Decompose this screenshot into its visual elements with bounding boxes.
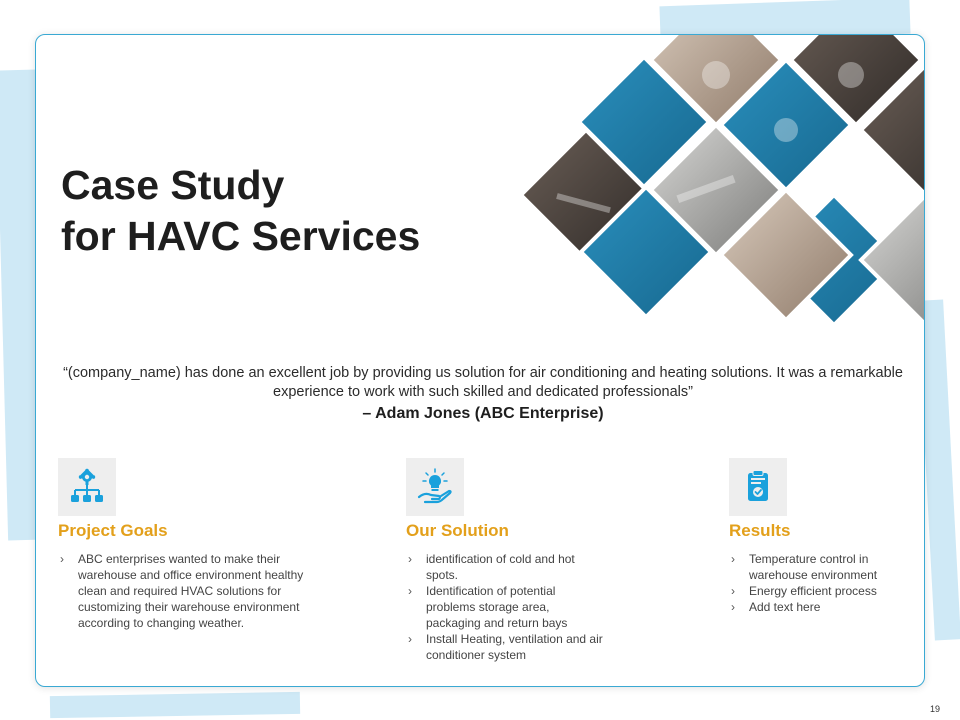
decor-strip-bottom <box>50 692 300 718</box>
column-results <box>729 458 909 615</box>
list-item: › Energy efficient process <box>729 583 909 599</box>
column-our-solution <box>406 458 606 663</box>
title-line-2: for HAVC Services <box>61 213 421 259</box>
page-number: 19 <box>930 704 941 714</box>
list-item: › Add text here <box>729 599 909 615</box>
clipboard-check-icon <box>738 467 778 507</box>
title-line-1: Case Study <box>61 162 285 208</box>
workflow-gear-icon <box>67 467 107 507</box>
project-goals-icon-box <box>58 458 116 516</box>
results-list <box>729 551 909 615</box>
list-item: › identification of cold and hot spots. <box>406 551 606 583</box>
our-solution-title: Our Solution <box>406 521 509 540</box>
list-item: › ABC enterprises wanted to make their warehouse and office environment healthy clean and required HVAC solutions for customizing their warehouse environment according to changing weather. <box>58 551 313 631</box>
slide-title <box>61 160 420 262</box>
testimonial-author: – Adam Jones (ABC Enterprise) <box>362 405 604 422</box>
results-icon-box <box>729 458 787 516</box>
results-title: Results <box>729 521 791 540</box>
list-item: › Temperature control in warehouse environment <box>729 551 909 583</box>
lightbulb-hand-icon <box>415 467 455 507</box>
project-goals-title: Project Goals <box>58 521 168 540</box>
slide-card <box>35 34 925 687</box>
column-project-goals <box>58 458 313 631</box>
photo-collage-graphic <box>516 35 925 335</box>
project-goals-list <box>58 551 313 631</box>
our-solution-list <box>406 551 606 663</box>
list-item: › Install Heating, ventilation and air conditioner system <box>406 631 606 663</box>
photo-tile <box>861 195 925 325</box>
our-solution-icon-box <box>406 458 464 516</box>
testimonial-quote: “(company_name) has done an excellent job by providing us solution for air conditioning and heating solutions. It was a remarkable experience to work with such skilled and dedicated professionals” <box>63 365 903 400</box>
photo-collage <box>516 35 925 335</box>
list-item: › Identification of potential problems storage area, packaging and return bays <box>406 583 606 631</box>
